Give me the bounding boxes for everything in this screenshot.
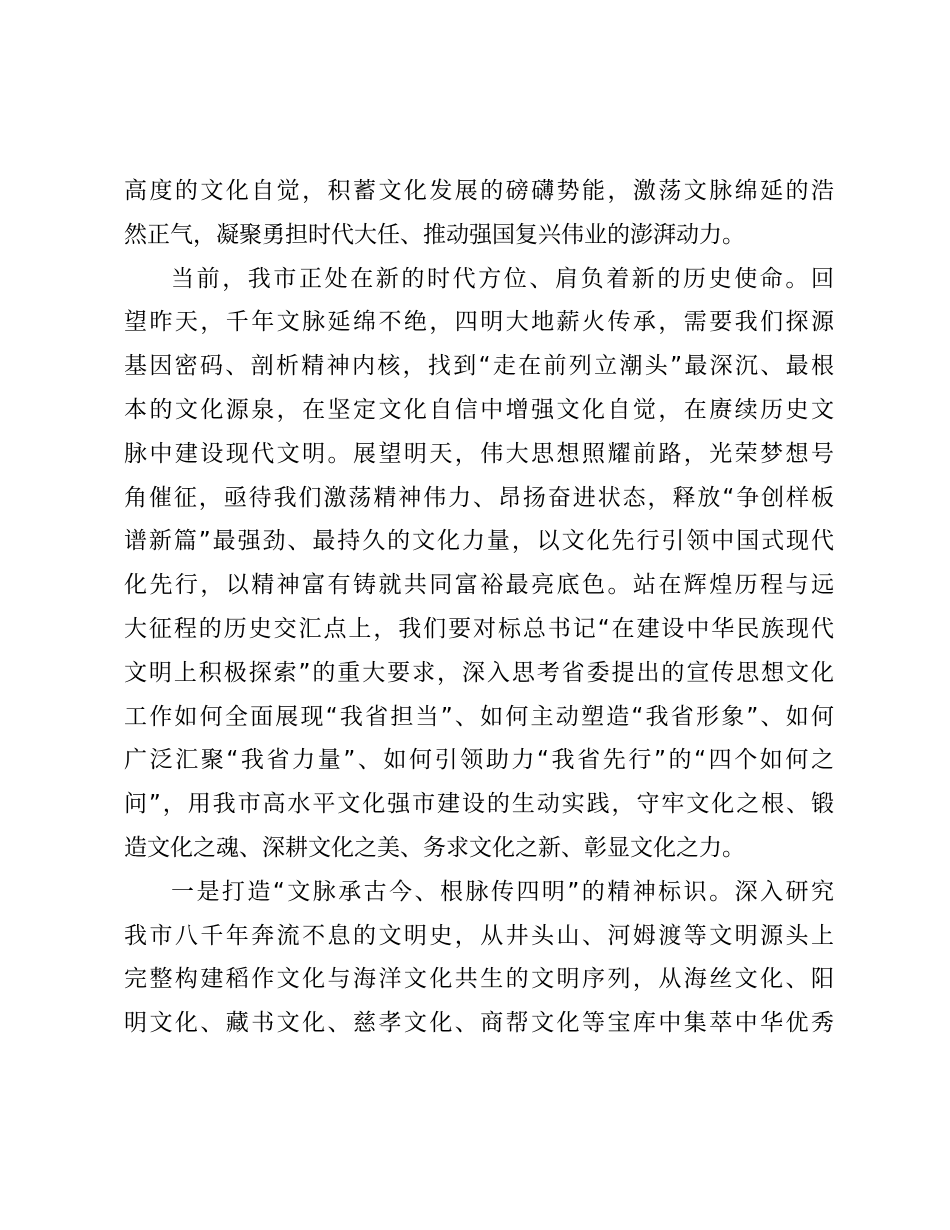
text-line: 工作如何全面展现“我省担当”、如何主动塑造“我省形象”、如何 (124, 703, 834, 730)
text-line: 然正气，凝聚勇担时代大任、推动强国复兴伟业的澎湃动力。 (124, 221, 745, 248)
text-line: 大征程的历史交汇点上，我们要对标总书记“在建设中华民族现代 (124, 615, 834, 642)
paragraph-first-line: 一是打造“文脉承古今、根脉传四明”的精神标识。深入研究 (171, 878, 834, 905)
text-line: 本的文化源泉，在坚定文化自信中增强文化自觉，在赓续历史文 (124, 396, 834, 423)
text-line: 明文化、藏书文化、慈孝文化、商帮文化等宝库中集萃中华优秀 (124, 1010, 834, 1037)
body-text (124, 170, 834, 1046)
text-line: 问”，用我市高水平文化强市建设的生动实践，守牢文化之根、锻 (124, 791, 834, 818)
text-line: 我市八千年奔流不息的文明史，从井头山、河姆渡等文明源头上 (124, 922, 834, 949)
text-line: 谱新篇”最强劲、最持久的文化力量，以文化先行引领中国式现代 (124, 528, 834, 555)
text-line: 广泛汇聚“我省力量”、如何引领助力“我省先行”的“四个如何之 (124, 747, 834, 774)
text-line: 角催征，亟待我们激荡精神伟力、昂扬奋进状态，释放“争创样板 (124, 484, 834, 511)
text-line: 文明上积极探索”的重大要求，深入思考省委提出的宣传思想文化 (124, 659, 834, 686)
paragraph-first-line: 当前，我市正处在新的时代方位、肩负着新的历史使命。回 (171, 265, 834, 292)
text-line: 望昨天，千年文脉延绵不绝，四明大地薪火传承，需要我们探源 (124, 309, 834, 336)
text-line: 基因密码、剖析精神内核，找到“走在前列立潮头”最深沉、最根 (124, 353, 834, 380)
text-line: 高度的文化自觉，积蓄文化发展的磅礴势能，激荡文脉绵延的浩 (124, 178, 834, 204)
text-line: 完整构建稻作文化与海洋文化共生的文明序列，从海丝文化、阳 (124, 966, 834, 993)
text-line: 造文化之魂、深耕文化之美、务求文化之新、彰显文化之力。 (124, 834, 745, 861)
text-line: 脉中建设现代文明。展望明天，伟大思想照耀前路，光荣梦想号 (124, 440, 834, 467)
text-line: 化先行，以精神富有铸就共同富裕最亮底色。站在辉煌历程与远 (124, 572, 834, 599)
